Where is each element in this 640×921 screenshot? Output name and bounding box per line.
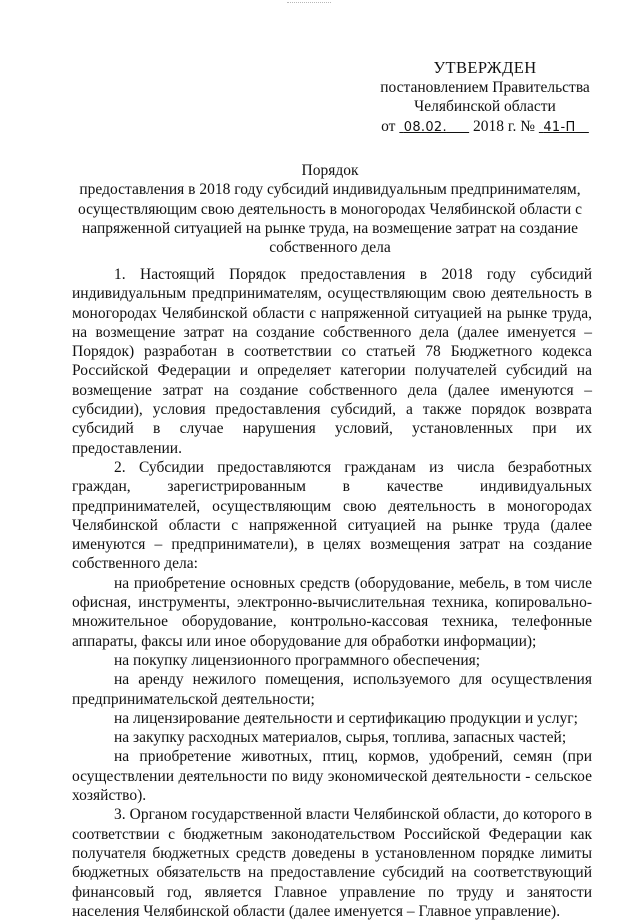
paragraph: 3. Органом государственной власти Челябинской области, до которого в соответствии с бюджетным законодательством Российской Федерации как получателя бюджетных средств доведены в установленном порядке лимиты бюджетных обязательств на предоставление субсидий на соответствующий финансовый год, является Главное управление по труду и занятости населения Челябинской области (далее именуется – Главное управление).	[72, 806, 592, 920]
list-item: на лицензирование деятельности и сертификацию продукции и услуг;	[114, 709, 578, 727]
approval-line-2: Челябинской области	[414, 98, 556, 115]
document-title: Порядок	[301, 162, 359, 179]
approval-date-line	[360, 117, 610, 138]
paragraph: 1. Настоящий Порядок предоставления в 2018 году субсидий индивидуальным предпринимателям, осуществляющим свою деятельность в моногородах Челябинской области с напряженной ситуацией на рынке труда, на возмещение затрат на создание собственного дела (далее именуется – Порядок) разработан в соответствии со статьей 78 Бюджетного кодекса Российской Федерации и определяет категории получателей субсидий на возмещение затрат на создание собственного дела (далее именуются – субсидии), условия предоставления субсидий, а также порядок возврата субсидий в случае нарушения условий, установленных при их предоставлении.	[72, 266, 592, 457]
approval-line-1: постановлением Правительства	[380, 78, 590, 96]
list-item: на покупку лицензионного программного обеспечения;	[114, 651, 481, 669]
date-value: 08.02.	[403, 119, 447, 135]
list-item: на закупку расходных материалов, сырья, топлива, запасных частей;	[114, 729, 567, 747]
document-body	[72, 265, 592, 921]
date-prefix: от	[381, 117, 396, 135]
list-item: на приобретение животных, птиц, кормов, удобрений, семян (при осуществлении деятельности по виду экономической деятельности - сельское хозяйство).	[72, 748, 592, 805]
scan-mark	[287, 2, 331, 6]
document-subtitle: предоставления в 2018 году субсидий индивидуальным предпринимателям, осуществляющим свою деятельность в моногородах Челябинской области с напряженной ситуацией на рынке труда, на возмещение затрат на создание собственного дела	[78, 181, 582, 257]
approval-stamp	[360, 58, 610, 137]
approval-title: УТВЕРЖДЕН	[433, 58, 537, 77]
document-heading	[70, 161, 590, 257]
date-year: 2018 г. №	[472, 117, 536, 135]
list-item: на приобретение основных средств (оборудование, мебель, в том числе офисная, инструменты, электронно-вычислительная техника, копировально-множительное оборудование, контрольно-кассовая техника, телефонные аппараты, факсы или иное оборудование для обработки информации);	[72, 574, 592, 650]
document-number: 41-П	[543, 119, 576, 135]
list-item: на аренду нежилого помещения, используемого для осуществления предпринимательской деятельности;	[72, 671, 592, 708]
paragraph: 2. Субсидии предоставляются гражданам из числа безработных граждан, зарегистрированным в качестве индивидуальных предпринимателей, осуществляющим свою деятельность в моногородах Челябинской области с напряженной ситуацией на рынке труда (далее именуются – предприниматели), в целях возмещения затрат на создание собственного дела:	[72, 458, 592, 573]
